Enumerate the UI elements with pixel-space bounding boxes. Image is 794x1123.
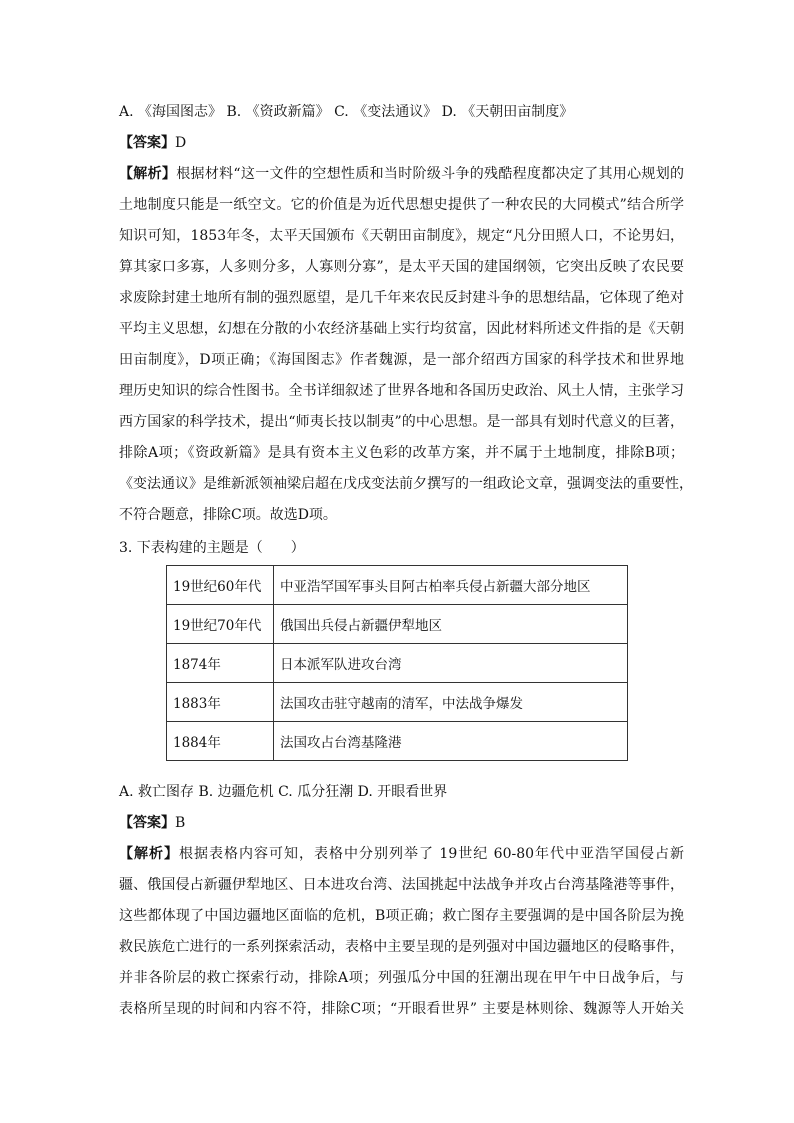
q3-options: A. 救亡图存 B. 边疆危机 C. 瓜分狂潮 D. 开眼看世界	[119, 784, 448, 800]
table-row	[167, 722, 628, 761]
q3-analysis-line: 疆、俄国侵占新疆伊犁地区、日本进攻台湾、法国挑起中法战争并攻占台湾基隆港等事件，	[119, 877, 684, 893]
q3-analysis-line: 【解析】根据表格内容可知，表格中分别列举了 19世纪 60-80年代中亚浩罕国侵占新	[119, 846, 685, 862]
table-row	[167, 683, 628, 722]
q2-analysis-line: 西方国家的科学技术，提出“师夷长技以制夷”的中心思想。是一部具有划时代意义的巨著，	[119, 414, 684, 430]
q2-analysis-line: 【解析】根据材料“这一文件的空想性质和当时阶级斗争的残酷程度都决定了其用心规划的	[119, 166, 685, 182]
q2-options: A. 《海国图志》 B. 《资政新篇》 C. 《变法通议》 D. 《天朝田亩制度》	[119, 104, 574, 120]
q2-analysis-line: 求废除封建土地所有制的强烈愿望，是几千年来农民反封建斗争的思想结晶，它体现了绝对	[119, 290, 684, 306]
table-row	[167, 644, 628, 683]
q3-analysis-line: 并非各阶层的救亡探索行动，排除A项；列强瓜分中国的狂潮出现在甲午中日战争后，与	[119, 970, 684, 986]
time-cell: 1883年	[167, 683, 274, 722]
q3-events-table	[166, 565, 628, 761]
time-cell: 1874年	[167, 644, 274, 683]
q2-analysis-line: 理历史知识的综合性图书。全书详细叙述了世界各地和各国历史政治、风土人情，主张学习	[119, 383, 684, 399]
q2-analysis-line: 不符合题意，排除C项。故选D项。	[119, 507, 337, 523]
answer-value: B	[175, 815, 186, 831]
event-cell: 法国攻占台湾基隆港	[274, 722, 628, 761]
q3-analysis-line: 救民族危亡进行的一系列探索活动，表格中主要呈现的是列强对中国边疆地区的侵略事件，	[119, 939, 684, 955]
table-row	[167, 566, 628, 605]
q3-analysis-line: 这些都体现了中国边疆地区面临的危机，B项正确；救亡图存主要强调的是中国各阶层为挽	[119, 908, 684, 924]
event-cell: 俄国出兵侵占新疆伊犁地区	[274, 605, 628, 644]
answer-value: D	[175, 135, 187, 151]
event-cell: 法国攻击驻守越南的清军，中法战争爆发	[274, 683, 628, 722]
q2-answer	[119, 133, 684, 153]
answer-label: 【答案】	[119, 135, 175, 151]
q2-analysis-line: 《变法通议》是维新派领袖梁启超在戊戌变法前夕撰写的一组政论文章，强调变法的重要性，	[119, 476, 693, 492]
q2-analysis-line: 排除A项；《资政新篇》是具有资本主义色彩的改革方案，并不属于土地制度，排除B项；	[119, 445, 684, 461]
q2-analysis-line: 知识可知，1853年冬，太平天国颁布《天朝田亩制度》，规定“凡分田照人口，不论男妇，	[119, 228, 684, 244]
q2-analysis-line: 田亩制度》，D项正确；《海国图志》作者魏源，是一部介绍西方国家的科学技术和世界地	[119, 352, 684, 368]
q2-analysis-line: 平均主义思想，幻想在分散的小农经济基础上实行均贫富，因此材料所述文件指的是《天朝	[119, 321, 684, 337]
event-cell: 日本派军队进攻台湾	[274, 644, 628, 683]
q3-answer	[119, 813, 684, 833]
q3-stem: 3. 下表构建的主题是（ ）	[119, 540, 305, 556]
analysis-label: 【解析】	[119, 166, 177, 182]
time-cell: 19世纪70年代	[167, 605, 274, 644]
time-cell: 1884年	[167, 722, 274, 761]
event-cell: 中亚浩罕国军事头目阿古柏率兵侵占新疆大部分地区	[274, 566, 628, 605]
analysis-label: 【解析】	[119, 846, 179, 862]
answer-label: 【答案】	[119, 815, 175, 831]
q2-analysis-line: 土地制度只能是一纸空文。它的价值是为近代思想史提供了一种农民的大同模式”结合所学	[119, 197, 684, 213]
time-cell: 19世纪60年代	[167, 566, 274, 605]
table-row	[167, 605, 628, 644]
q2-analysis-line: 算其家口多寡，人多则分多，人寡则分寡”，是太平天国的建国纲领，它突出反映了农民要	[119, 259, 684, 275]
q3-analysis-line: 表格所呈现的时间和内容不符，排除C项；“开眼看世界” 主要是林则徐、魏源等人开始关	[119, 1001, 684, 1017]
